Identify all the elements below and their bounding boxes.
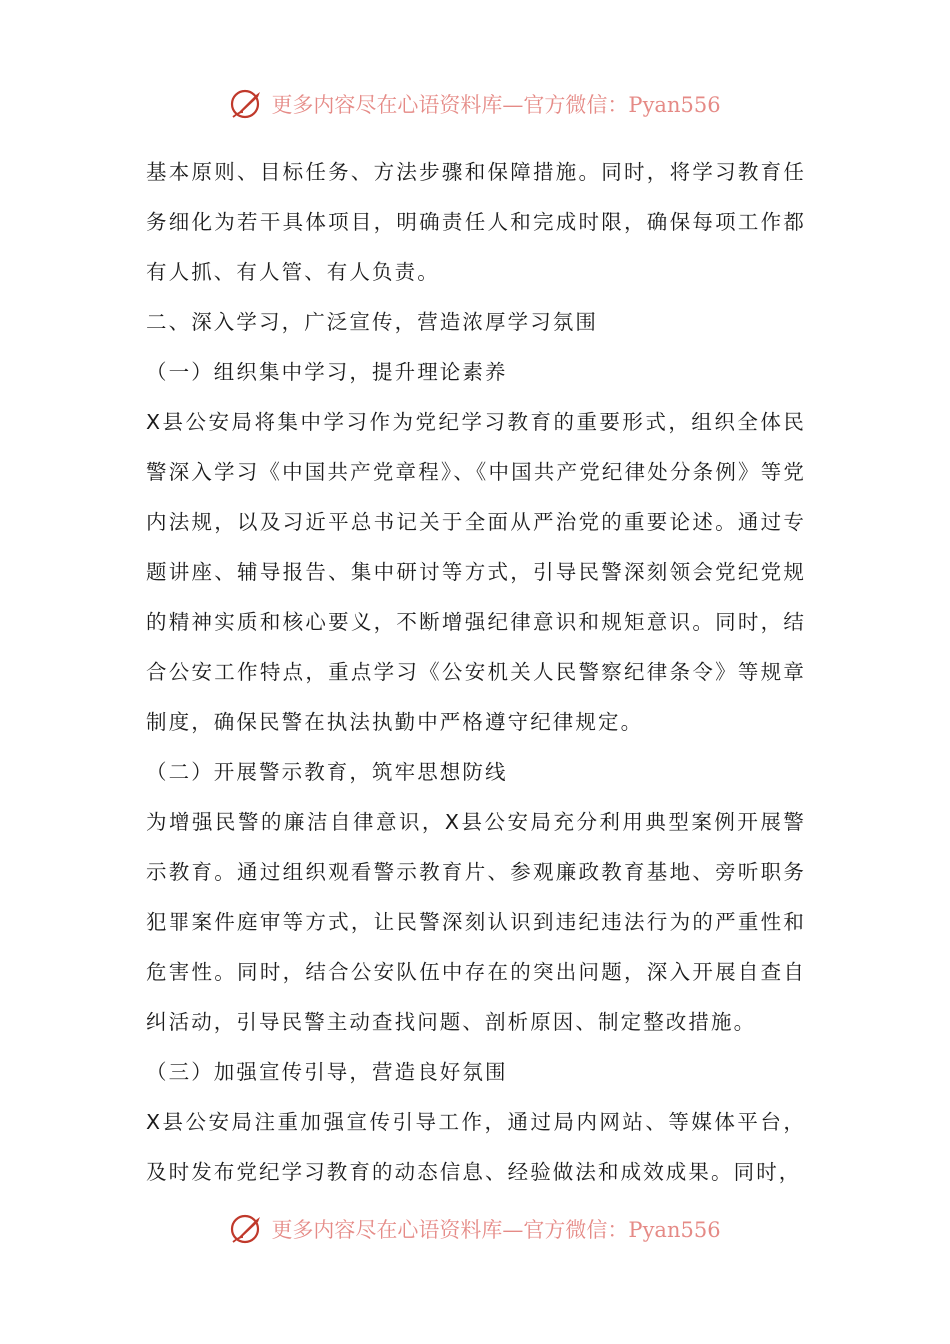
header-banner-text: 更多内容尽在心语资料库—官方微信：Pyan556 (271, 93, 721, 117)
document-body (146, 147, 806, 1197)
subsection-heading: （三）加强宣传引导，营造良好氛围 (146, 1060, 508, 1084)
paragraph: 基本原则、目标任务、方法步骤和保障措施。同时，将学习教育任务细化为若干具体项目，明确责任人和完成时限，确保每项工作都有人抓、有人管、有人负责。 (146, 160, 806, 284)
header-banner (0, 84, 950, 124)
quill-pen-logo-icon (229, 86, 265, 122)
paragraph: 为增强民警的廉洁自律意识，X县公安局充分利用典型案例开展警示教育。通过组织观看警示教育片、参观廉政教育基地、旁听职务犯罪案件庭审等方式，让民警深刻认识到违纪违法行为的严重性和危害性。同时，结合公安队伍中存在的突出问题，深入开展自查自纠活动，引导民警主动查找问题、剖析原因、制定整改措施。 (146, 810, 806, 1034)
footer-banner (0, 1209, 950, 1249)
paragraph: X县公安局注重加强宣传引导工作，通过局内网站、等媒体平台，及时发布党纪学习教育的动态信息、经验做法和成效成果。同时， (146, 1110, 806, 1184)
section-heading: 二、深入学习，广泛宣传，营造浓厚学习氛围 (146, 310, 598, 334)
subsection-heading: （一）组织集中学习，提升理论素养 (146, 360, 508, 384)
quill-pen-logo-icon (229, 1211, 265, 1247)
subsection-heading: （二）开展警示教育，筑牢思想防线 (146, 760, 508, 784)
footer-banner-text: 更多内容尽在心语资料库—官方微信：Pyan556 (271, 1218, 721, 1242)
paragraph: X县公安局将集中学习作为党纪学习教育的重要形式，组织全体民警深入学习《中国共产党章程》、《中国共产党纪律处分条例》等党内法规，以及习近平总书记关于全面从严治党的重要论述。通过专题讲座、辅导报告、集中研讨等方式，引导民警深刻领会党纪党规的精神实质和核心要义，不断增强纪律意识和规矩意识。同时，结合公安工作特点，重点学习《公安机关人民警察纪律条令》等规章制度，确保民警在执法执勤中严格遵守纪律规定。 (146, 410, 806, 734)
